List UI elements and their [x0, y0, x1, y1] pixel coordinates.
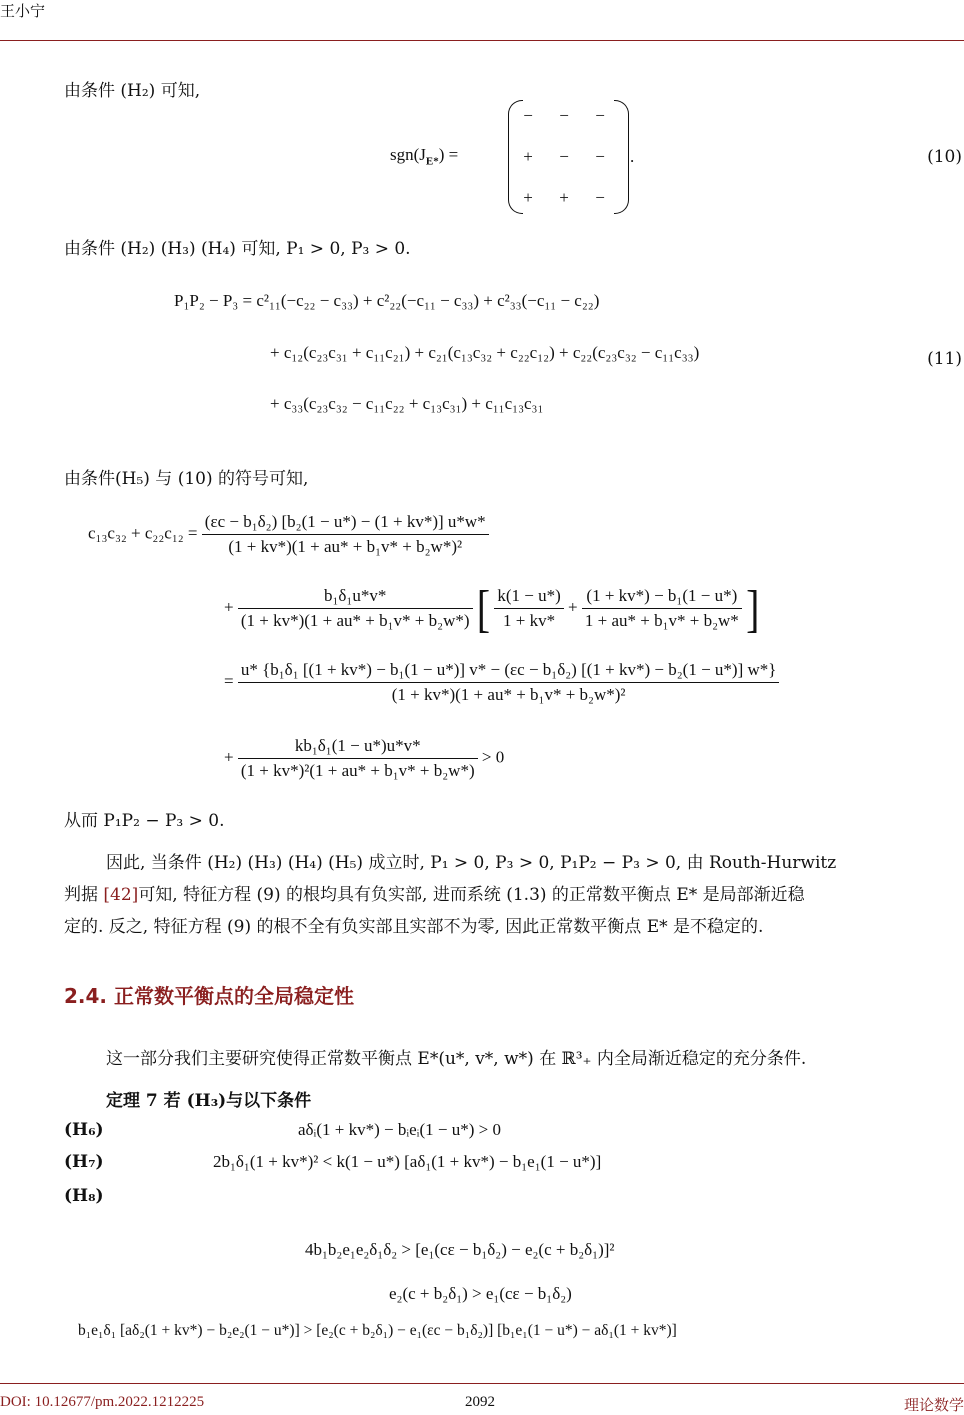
fraction-denominator: (1 + kv*)(1 + au* + b₁v* + b₂w*): [238, 608, 473, 631]
eq11-line-3: + c₃₃(c₂₃c₃₂ − c₁₁c₂₂ + c₁₃c₃₁) + c₁₁c₁₃c₃₁: [270, 394, 544, 413]
eqA-lhs: c₁₃c₃₂ + c₂₂c₁₂ =: [88, 523, 198, 543]
footer-rule: [0, 1383, 964, 1384]
fraction-numerator: u* {b₁δ₁ [(1 + kv*) − b₁(1 − u*)] v* − (εc − b₁δ₂) [(1 + kv*) − b₂(1 − u*)] w*}: [240, 660, 777, 679]
condition-h8-ineq-3: b₁e₁δ₁ [aδ₂(1 + kv*) − b₂e₂(1 − u*)] > [e₂(c + b₂δ₁) − e₁(εc − b₁δ₂)] [b₁e₁(1 − u*) − aδ₁(1 + kv*)]: [78, 1322, 677, 1339]
condition-h8-label: (H₈): [64, 1186, 104, 1206]
matrix-cell: −: [595, 188, 605, 207]
eqA-fraction-4: [582, 586, 742, 631]
condition-h6-expr: aδᵢ(1 + kv*) − bᵢeᵢ(1 − u*) > 0: [298, 1120, 501, 1139]
section-heading-2-4: 2.4. 正常数平衡点的全局稳定性: [64, 984, 354, 1008]
eqA-fraction-3: [494, 586, 563, 631]
citation-link[interactable]: [42]: [103, 885, 139, 905]
eqA-row-1: [88, 512, 489, 557]
eq10-period: .: [630, 147, 635, 166]
condition-h7-expr: 2b₁δ₁(1 + kv*)² < k(1 − u*) [aδ₁(1 + kv*) − b₁e₁(1 − u*)]: [213, 1152, 602, 1171]
eqA-row-4: + $\frac{\text{kb₁δ₁(1 − u*)u*v*}}{\text{(1 + kv*)²(1 + au* + b₁v* + b₂w*)}}$ > 0: [224, 736, 505, 780]
eq11-line-1: P₁P₂ − P₃ = c²₁₁(−c₂₂ − c₃₃) + c²₂₂(−c₁₁ − c₃₃) + c²₃₃(−c₁₁ − c₂₂): [174, 291, 600, 310]
fraction-numerator: (1 + kv*) − b₁(1 − u*): [586, 586, 738, 605]
fraction-denominator: (1 + kv*)²(1 + au* + b₁v* + b₂w*): [238, 758, 478, 781]
fraction-denominator: 1 + kv*: [494, 608, 563, 631]
right-bracket: ]: [746, 578, 760, 638]
paragraph-global-stability-intro: 这一部分我们主要研究使得正常数平衡点 E*(u*, v*, w*) 在 ℝ³₊ 内全局渐近稳定的充分条件.: [106, 1049, 807, 1069]
eqA-row-2: + $\frac{\text{b₁δ₁u*v*}}{\text{(1 + kv*)(1 + au* + b₁v* + b₂w*)}}$ [ $\frac{k(1 - u*)}{1 + kv*}$ + $\frac{\text{(1 + kv*) − b₁(1 − u*)}}{\text{1 + au* + b₁v* + b₂w*}}$ ]: [224, 578, 760, 638]
matrix-cell: −: [523, 106, 533, 125]
matrix-cell: −: [559, 147, 569, 166]
paragraph-routh-hurwitz-line-2: 判据 [42]可知, 特征方程 (9) 的根均具有负实部, 进而系统 (1.3) 的正常数平衡点 E* 是局部渐近稳: [64, 885, 805, 905]
fraction-numerator: (εc − b₁δ₂) [b₂(1 − u*) − (1 + kv*)] u*w*: [204, 512, 486, 531]
fraction-denominator: (1 + kv*)(1 + au* + b₁v* + b₂w*)²: [202, 534, 489, 557]
fraction-numerator: b₁δ₁u*v*: [323, 586, 387, 605]
paragraph-conditions-h2-h4: 由条件 (H₂) (H₃) (H₄) 可知, P₁ > 0, P₃ > 0.: [64, 239, 411, 259]
paragraph-routh-hurwitz-line-3: 定的. 反之, 特征方程 (9) 的根不全有负实部且实部不为零, 因此正常数平衡点 E* 是不稳定的.: [64, 917, 764, 937]
condition-h6-label: (H₆): [64, 1120, 104, 1140]
condition-h8-ineq-2: e₂(c + b₂δ₁) > e₁(cε − b₁δ₂): [389, 1284, 572, 1303]
matrix-cell: +: [523, 147, 533, 166]
footer-page-number: 2092: [465, 1394, 495, 1410]
eqA-fraction-6: [238, 736, 478, 781]
eq11-line-2: + c₁₂(c₂₃c₃₁ + c₁₁c₂₁) + c₂₁(c₁₃c₃₂ + c₂₂c₁₂) + c₂₂(c₂₃c₃₂ − c₁₁c₃₃): [270, 343, 700, 362]
matrix-cell: −: [595, 147, 605, 166]
eqA-fraction-1: [202, 512, 489, 557]
matrix-cell: +: [559, 188, 569, 207]
matrix-right-paren: [614, 100, 629, 214]
equation-number-11: (11): [927, 349, 962, 369]
eqA-fraction-5: [238, 660, 780, 705]
fraction-denominator: (1 + kv*)(1 + au* + b₁v* + b₂w*)²: [238, 682, 780, 705]
running-header-author: 王小宁: [0, 2, 46, 20]
header-rule: [0, 40, 964, 41]
matrix-cell: −: [559, 106, 569, 125]
equation-number-10: (10): [927, 147, 962, 167]
theorem-7-heading: 定理 7 若 (H₃)与以下条件: [106, 1091, 312, 1111]
matrix-cell: +: [523, 188, 533, 207]
condition-h8-ineq-1: 4b₁b₂e₁e₂δ₁δ₂ > [e₁(cε − b₁δ₂) − e₂(c + b₂δ₁)]²: [305, 1240, 615, 1259]
fraction-denominator: 1 + au* + b₁v* + b₂w*: [582, 608, 742, 631]
left-bracket: [: [476, 578, 491, 638]
eq10-lhs: $sgn(J_{E*})$ =: [390, 145, 459, 168]
condition-h7-label: (H₇): [64, 1152, 104, 1172]
footer-journal: 理论数学: [903, 1396, 964, 1414]
paragraph-condition-h5: 由条件(H₅) 与 (10) 的符号可知,: [64, 469, 309, 489]
paragraph-conclusion: 从而 P₁P₂ − P₃ > 0.: [64, 811, 225, 831]
paragraph-routh-hurwitz-line-1: 因此, 当条件 (H₂) (H₃) (H₄) (H₅) 成立时, P₁ > 0, P₃ > 0, P₁P₂ − P₃ > 0, 由 Routh-Hurwitz: [106, 853, 837, 873]
eqA-row-3: = u* {b₁δ₁ [(1 + kv*) − b₁(1 − u*)] v* − (εc − b₁δ₂) [(1 + kv*) − b₂(1 − u*)] w*} (1 + kv*)(1 + au* + b₁v* + b₂w*)²: [224, 660, 779, 705]
eqA-greater-than-zero: > 0: [481, 747, 505, 767]
matrix-cell: −: [595, 106, 605, 125]
paragraph-condition-h2: 由条件 (H₂) 可知,: [64, 81, 201, 101]
eqA-fraction-2: [238, 586, 473, 631]
footer-doi[interactable]: DOI: 10.12677/pm.2022.1212225: [0, 1394, 205, 1410]
fraction-numerator: k(1 − u*): [497, 586, 561, 605]
fraction-numerator: kb₁δ₁(1 − u*)u*v*: [294, 736, 421, 755]
